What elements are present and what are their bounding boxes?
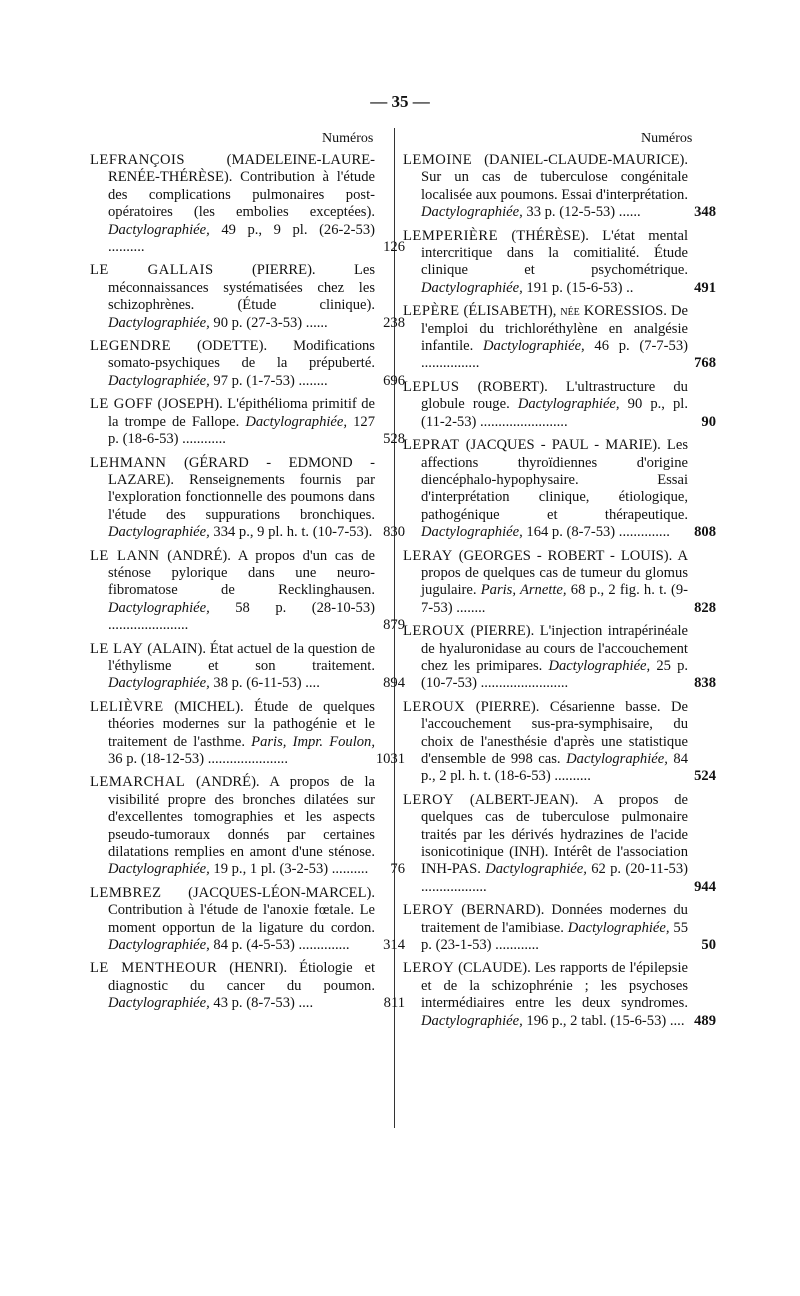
bibliographic-details: 46 p. (7-7-53) ................ bbox=[421, 338, 688, 372]
bibliographic-details: 33 p. (12-5-53) ...... bbox=[526, 204, 641, 221]
bibliographic-details: 191 p. (15-6-53) .. bbox=[526, 279, 634, 296]
author-given-names: (ODETTE). bbox=[197, 338, 268, 355]
thesis-title: Modifications somato-psychiques de la prépuberté. bbox=[108, 338, 375, 372]
page-number: — 35 — bbox=[370, 92, 430, 111]
thesis-title: L'ultrastructure du globule rouge. bbox=[421, 378, 688, 413]
publication-info: Dactylographiée, bbox=[108, 524, 210, 541]
author-surname: LERAY bbox=[403, 547, 453, 564]
publication-info: Dactylographiée, bbox=[421, 524, 523, 541]
author-given-names: (CLAUDE). bbox=[458, 960, 531, 977]
thesis-title: L'injection intrapérinéale de hyaluronidase au cours de l'accouchement chez les primipares. bbox=[421, 623, 688, 674]
column-header: Numéros bbox=[322, 131, 374, 146]
author-surname: LELIÈVRE bbox=[90, 698, 164, 715]
author-surname: LEPLUS bbox=[403, 378, 460, 395]
publication-info: Dactylographiée, bbox=[108, 937, 210, 954]
bibliography-entry bbox=[90, 338, 405, 390]
author-surname: LEHMANN bbox=[90, 454, 167, 471]
bibliography-entry bbox=[90, 960, 405, 1012]
author-surname: LEROY bbox=[403, 902, 455, 919]
author-given-names: (PIERRE). bbox=[251, 262, 316, 279]
author-surname: LEROY bbox=[403, 960, 455, 977]
bibliography-entry bbox=[403, 303, 716, 373]
bibliography-entry bbox=[403, 698, 716, 786]
author-given-names: (JACQUES-LÉON-MARCEL). bbox=[188, 884, 375, 901]
author-given-names: (BERNARD). bbox=[461, 902, 545, 919]
entry-number: 879 bbox=[383, 617, 405, 634]
publication-info: Dactylographiée, bbox=[108, 599, 210, 616]
entry-number: 491 bbox=[694, 279, 716, 296]
bibliographic-details: 196 p., 2 tabl. (15-6-53) .... bbox=[526, 1012, 685, 1029]
publication-info: Dactylographiée, bbox=[421, 279, 523, 296]
thesis-title: De l'emploi du trichloréthylène en analgésie infantile. bbox=[421, 303, 688, 355]
entry-number: 1031 bbox=[375, 751, 405, 767]
entry-number: 524 bbox=[694, 768, 716, 785]
thesis-title: L'état mental intercritique dans la comitialité. Étude clinique et psychométrique. bbox=[421, 227, 688, 279]
author-surname: LEPÈRE bbox=[403, 303, 460, 320]
author-surname: LEMBREZ bbox=[90, 884, 162, 901]
bibliography-entry bbox=[403, 791, 716, 896]
entry-number: 126 bbox=[383, 239, 405, 256]
author-surname: LEMOINE bbox=[403, 152, 473, 168]
entry-number: 90 bbox=[701, 413, 716, 430]
thesis-title: Contribution à l'étude de l'anoxie fœtale. Le moment opportun de la ligature du cordon. bbox=[108, 902, 375, 936]
thesis-title: Les affections thyroïdiennes d'origine diencéphalo-hypophysaire. Essai d'interprétation clinique, étiologique, pathogénique et thérapeutique. bbox=[421, 437, 688, 523]
author-given-names: (ALAIN). bbox=[147, 640, 206, 657]
entry-number: 696 bbox=[383, 372, 405, 389]
bibliographic-details: 90 p., pl. (11-2-53) ........................ bbox=[421, 396, 689, 430]
bibliography-entry bbox=[90, 152, 405, 256]
entry-number: 489 bbox=[694, 1012, 716, 1029]
bibliographic-details: 36 p. (18-12-53) ...................... bbox=[108, 751, 288, 767]
author-surname: LEROY bbox=[403, 791, 455, 808]
bibliographic-details: 49 p., 9 pl. (26-2-53) .......... bbox=[108, 221, 375, 256]
author-given-names: (ÉLISABETH), née KORESSIOS. bbox=[463, 303, 667, 320]
bibliographic-details: 84 p., 2 pl. h. t. (18-6-53) .......... bbox=[421, 751, 689, 785]
entry-number: 314 bbox=[383, 937, 405, 954]
thesis-title: Données modernes du traitement de l'amibiase. bbox=[421, 902, 688, 936]
entry-number: 238 bbox=[383, 314, 405, 331]
bibliographic-details: 127 p. (18-6-53) ............ bbox=[108, 413, 375, 448]
thesis-title: A propos de la visibilité propre des bronches dilatées sur d'excellentes tomographies et les aspects pseudo-tumoraux donnés par certaines dilatations remplies en amont d'une sténose. bbox=[108, 774, 375, 861]
thesis-title: Césarienne basse. De l'accouchement sus-pra-symphisaire, du choix de l'anesthésie d'après une statistique d'ensemble de 998 cas. bbox=[421, 698, 688, 767]
thesis-title: État actuel de la question de l'éthylisme et son traitement. bbox=[108, 640, 375, 674]
publication-info: Dactylographiée, bbox=[517, 396, 620, 413]
publication-info: Dactylographiée, bbox=[108, 675, 210, 692]
author-given-names: (GÉRARD - EDMOND - LAZARE). bbox=[108, 454, 375, 488]
author-surname: LEMARCHAL bbox=[90, 774, 186, 791]
entry-number: 944 bbox=[694, 878, 716, 895]
bibliography-entry bbox=[90, 396, 405, 448]
bibliographic-details: 97 p. (1-7-53) ........ bbox=[213, 372, 328, 389]
publication-info: Paris, Arnette, bbox=[480, 582, 567, 599]
bibliography-entry bbox=[403, 227, 716, 298]
publication-info: Dactylographiée, bbox=[245, 413, 348, 430]
bibliography-entry bbox=[403, 437, 716, 541]
bibliographic-details: 38 p. (6-11-53) .... bbox=[213, 675, 320, 692]
author-given-names: (ROBERT). bbox=[477, 378, 548, 395]
bibliography-entry bbox=[403, 623, 716, 693]
entry-number: 838 bbox=[694, 675, 716, 692]
bibliography-entry bbox=[403, 152, 716, 222]
author-given-names: (PIERRE). bbox=[475, 698, 540, 715]
entry-number: 828 bbox=[694, 599, 716, 616]
author-surname: LE MENTHEOUR bbox=[90, 960, 218, 977]
thesis-title: L'épithélioma primitif de la trompe de Fallope. bbox=[108, 396, 375, 430]
bibliographic-details: 84 p. (4-5-53) .............. bbox=[213, 937, 350, 954]
thesis-title: A propos d'un cas de sténose pylorique dans une neuro-fibromatose de Recklinghausen. bbox=[108, 547, 376, 599]
entry-number: 76 bbox=[390, 861, 405, 878]
bibliographic-details: 164 p. (8-7-53) .............. bbox=[526, 524, 670, 541]
author-surname: LE GALLAIS bbox=[90, 262, 214, 279]
publication-info: Dactylographiée, bbox=[108, 861, 210, 878]
author-given-names: (PIERRE). bbox=[470, 623, 535, 640]
entry-number: 894 bbox=[383, 675, 405, 692]
bibliographic-details: 43 p. (8-7-53) .... bbox=[213, 995, 314, 1012]
publication-info: Dactylographiée, bbox=[485, 861, 587, 878]
author-surname: LEROUX bbox=[403, 698, 466, 715]
thesis-title: Étiologie et diagnostic du cancer du poumon. bbox=[108, 960, 375, 994]
publication-info: Dactylographiée, bbox=[108, 221, 210, 238]
thesis-title: Contribution à l'étude des complications pulmonaires post-opératoires (les embolies exceptées). bbox=[108, 169, 375, 221]
author-surname: LEMPERIÈRE bbox=[403, 227, 498, 244]
author-given-names: (ALBERT-JEAN). bbox=[469, 791, 579, 808]
author-given-names: (DANIEL-CLAUDE-MAURICE). bbox=[484, 152, 688, 168]
thesis-title: A propos de quelques cas de tumeur du glomus jugulaire. bbox=[421, 547, 688, 599]
entry-number: 348 bbox=[694, 204, 716, 221]
author-given-names: (MADELEINE-LAURE-RENÉE-THÉRÈSE). bbox=[108, 152, 375, 186]
bibliography-entry bbox=[403, 547, 716, 618]
thesis-title: Renseignements fournis par l'exploration fonctionnelle des poumons dans l'étude des suppurations bronchiques. bbox=[108, 471, 375, 523]
thesis-title: A propos de quelques cas de tuberculose pulmonaire traités par les dérivés hydrazines de l'acide isonicotinique (INH). Intérêt de l'association INH-PAS. bbox=[421, 791, 688, 878]
bibliography-entry bbox=[403, 960, 716, 1030]
publication-info: Dactylographiée, bbox=[108, 314, 210, 331]
bibliographic-details: 334 p., 9 pl. h. t. (10-7-53). bbox=[213, 524, 373, 541]
thesis-title: Sur un cas de tuberculose congénitale localisée aux poumons. Essai d'interprétation. bbox=[421, 169, 688, 203]
bibliographic-details: 58 p. (28-10-53) ...................... bbox=[108, 599, 375, 634]
thesis-title: Les méconnaissances systématisées chez les schizophrènes. (Étude clinique). bbox=[108, 262, 376, 314]
author-surname: LE LAY bbox=[90, 640, 144, 657]
entry-list bbox=[90, 152, 405, 1019]
author-given-names: (ANDRÉ). bbox=[195, 774, 260, 791]
bibliography-entry bbox=[90, 262, 405, 332]
bibliography-entry bbox=[403, 902, 716, 954]
publication-info: Dactylographiée, bbox=[421, 204, 523, 221]
author-surname: LE LANN bbox=[90, 547, 160, 564]
publication-info: Dactylographiée, bbox=[108, 372, 210, 389]
publication-info: Dactylographiée, bbox=[421, 1012, 523, 1029]
bibliography-entry bbox=[90, 884, 405, 955]
publication-info: Dactylographiée, bbox=[548, 657, 651, 674]
author-surname: LEPRAT bbox=[403, 437, 460, 454]
bibliography-entry bbox=[90, 547, 405, 635]
author-given-names: (MICHEL). bbox=[174, 698, 244, 715]
author-surname: LEGENDRE bbox=[90, 338, 172, 355]
author-given-names: (HENRI). bbox=[229, 960, 288, 977]
bibliography-entry bbox=[90, 698, 405, 769]
column-header: Numéros bbox=[641, 131, 693, 146]
bibliography-entry bbox=[403, 378, 716, 431]
publication-info: Paris, Impr. Foulon, bbox=[251, 733, 375, 750]
author-surname: LEROUX bbox=[403, 623, 466, 640]
entry-number: 528 bbox=[383, 431, 405, 448]
author-given-names: (ANDRÉ). bbox=[167, 547, 231, 564]
bibliographic-details: 19 p., 1 pl. (3-2-53) .......... bbox=[213, 861, 369, 878]
bibliography-entry bbox=[90, 454, 405, 542]
thesis-title: Les rapports de l'épilepsie et de la schizophrénie ; les psychoses intermédiaires entre les deux syndromes. bbox=[421, 960, 688, 1012]
thesis-title: Étude de quelques théories modernes sur la pathogénie et le traitement de l'asthme. bbox=[108, 698, 375, 750]
publication-info: Dactylographiée, bbox=[482, 338, 585, 355]
bibliographic-details: 68 p., 2 fig. h. t. (9-7-53) ........ bbox=[421, 582, 688, 616]
publication-info: Dactylographiée, bbox=[566, 751, 668, 767]
author-given-names: (THÉRÈSE). bbox=[511, 227, 589, 244]
entry-number: 808 bbox=[694, 524, 716, 541]
bibliography-entry bbox=[90, 640, 405, 693]
entry-number: 811 bbox=[383, 995, 405, 1012]
author-surname: LEFRANÇOIS bbox=[90, 152, 186, 168]
entry-number: 768 bbox=[694, 355, 716, 372]
bibliographic-details: 90 p. (27-3-53) ...... bbox=[213, 314, 328, 331]
entry-list bbox=[403, 152, 716, 1036]
bibliographic-details: 25 p. (10-7-53) ........................ bbox=[421, 657, 689, 692]
bibliographic-details: 62 p. (20-11-53) .................. bbox=[421, 861, 689, 895]
entry-number: 50 bbox=[701, 937, 716, 954]
author-given-names: (JOSEPH). bbox=[157, 396, 223, 413]
publication-info: Dactylographiée, bbox=[108, 995, 210, 1012]
author-surname: LE GOFF bbox=[90, 396, 154, 413]
bibliography-entry bbox=[90, 774, 405, 878]
author-given-names: (JACQUES - PAUL - MARIE). bbox=[465, 437, 661, 454]
author-given-names: (GEORGES - ROBERT - LOUIS). bbox=[458, 547, 673, 564]
publication-info: Dactylographiée, bbox=[567, 919, 670, 936]
entry-number: 830 bbox=[383, 524, 405, 541]
bibliographic-details: 55 p. (23-1-53) ............ bbox=[421, 919, 689, 954]
